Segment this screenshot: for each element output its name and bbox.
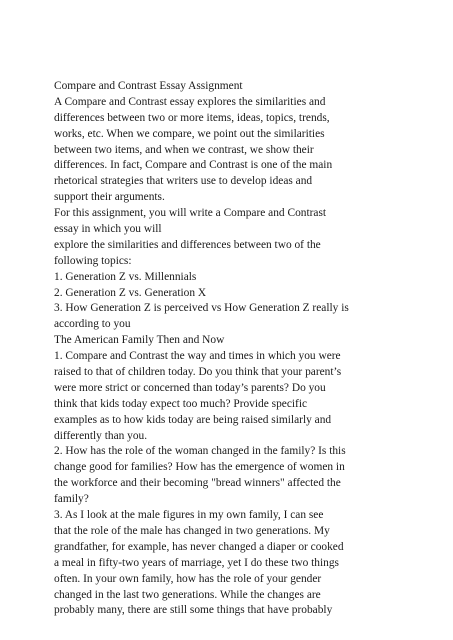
- text-line: were more strict or concerned than today’s parents? Do you: [54, 381, 326, 394]
- text-line: For this assignment, you will write a Compare and Contrast: [54, 207, 327, 220]
- text-line: support their arguments.: [54, 191, 165, 204]
- text-line: often. In your own family, how has the role of your gender: [54, 572, 322, 585]
- question-item: 3. As I look at the male figures in my own family, I can see: [54, 509, 324, 522]
- text-line: grandfather, for example, has never changed a diaper or cooked: [54, 540, 344, 553]
- text-line: works, etc. When we compare, we point out the similarities: [54, 127, 325, 140]
- text-line: differences between two or more items, ideas, topics, trends,: [54, 111, 330, 124]
- text-line: probably many, there are still some things that have probably: [54, 604, 333, 617]
- question-item: 2. How has the role of the woman changed in the family? Is this: [54, 445, 346, 458]
- text-line: differences. In fact, Compare and Contrast is one of the main: [54, 159, 333, 172]
- document-page: [54, 79, 414, 619]
- topic-item: 2. Generation Z vs. Generation X: [54, 286, 207, 299]
- text-line: examples as to how kids today are being raised similarly and: [54, 413, 332, 426]
- text-line: between two items, and when we contrast, we show their: [54, 143, 314, 156]
- text-line: A Compare and Contrast essay explores the similarities and: [54, 95, 326, 108]
- text-line: according to you: [54, 318, 131, 331]
- section-heading: The American Family Then and Now: [54, 334, 225, 347]
- text-line: changed in the last two generations. While the changes are: [54, 588, 321, 601]
- question-item: 1. Compare and Contrast the way and times in which you were: [54, 350, 341, 363]
- text-line: rhetorical strategies that writers use to develop ideas and: [54, 175, 313, 188]
- text-line: that the role of the male has changed in two generations. My: [54, 524, 330, 537]
- text-line: the workforce and their becoming "bread winners" affected the: [54, 477, 341, 490]
- topic-item: 1. Generation Z vs. Millennials: [54, 270, 197, 283]
- topic-item: 3. How Generation Z is perceived vs How Generation Z really is: [54, 302, 349, 315]
- text-line: explore the similarities and differences between two of the: [54, 238, 321, 251]
- text-line: family?: [54, 493, 89, 506]
- text-line: raised to that of children today. Do you think that your parent’s: [54, 366, 342, 379]
- text-line: following topics:: [54, 254, 132, 267]
- text-line: essay in which you will: [54, 223, 162, 236]
- text-line: differently than you.: [54, 429, 148, 442]
- document-title: Compare and Contrast Essay Assignment: [54, 80, 243, 92]
- text-line: a meal in fifty-two years of marriage, yet I do these two things: [54, 556, 339, 569]
- text-line: think that kids today expect too much? Provide specific: [54, 397, 308, 410]
- text-line: change good for families? How has the emergence of women in: [54, 461, 345, 474]
